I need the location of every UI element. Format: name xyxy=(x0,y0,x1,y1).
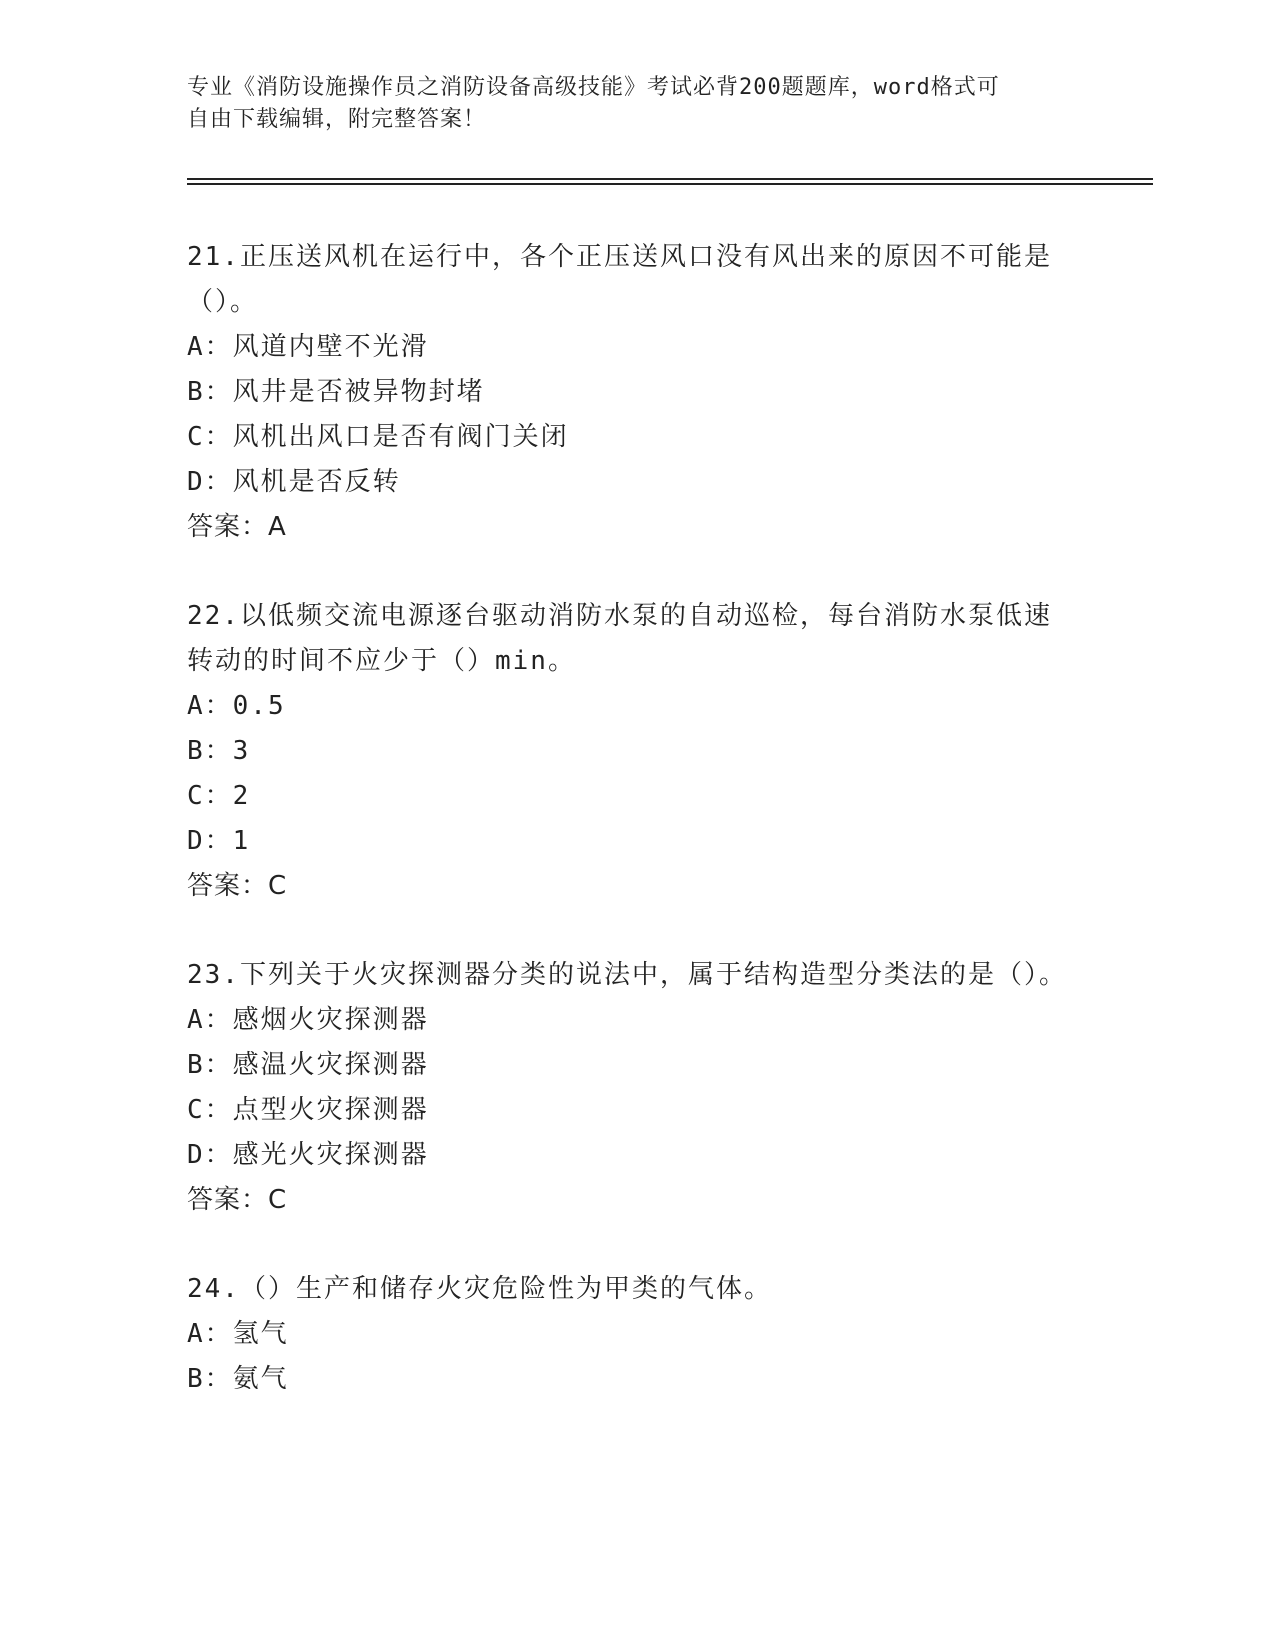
option-a: A：风道内壁不光滑 xyxy=(187,332,429,362)
option-b: B：风井是否被异物封堵 xyxy=(187,377,485,407)
option-d: D：感光火灾探测器 xyxy=(187,1140,429,1170)
option-d: D：风机是否反转 xyxy=(187,467,401,497)
question-24 xyxy=(187,1267,1067,1402)
option-c: C：2 xyxy=(187,781,251,811)
header-title-line-2: 自由下载编辑，附完整答案！ xyxy=(187,107,487,132)
question-22 xyxy=(187,594,1067,909)
header-divider-top xyxy=(187,178,1153,180)
document-header xyxy=(187,72,1067,136)
question-stem: 21.正压送风机在运行中，各个正压送风口没有风出来的原因不可能是（）。 xyxy=(187,242,1052,317)
header-title-line-1: 专业《消防设施操作员之消防设备高级技能》考试必背200题题库，word格式可 xyxy=(187,75,1000,100)
option-a: A：感烟火灾探测器 xyxy=(187,1005,429,1035)
question-list xyxy=(187,235,1067,1446)
answer-line: 答案：C xyxy=(187,871,288,901)
option-c: C：点型火灾探测器 xyxy=(187,1095,429,1125)
option-d: D：1 xyxy=(187,826,251,856)
question-stem: 23.下列关于火灾探测器分类的说法中，属于结构造型分类法的是（）。 xyxy=(187,960,1067,990)
option-a: A：0.5 xyxy=(187,691,286,721)
answer-line: 答案：C xyxy=(187,1185,288,1215)
header-divider-bottom xyxy=(187,183,1153,185)
question-21 xyxy=(187,235,1067,550)
question-stem: 22.以低频交流电源逐台驱动消防水泵的自动巡检，每台消防水泵低速转动的时间不应少于（）min。 xyxy=(187,601,1052,676)
question-23 xyxy=(187,953,1067,1223)
option-b: B：3 xyxy=(187,736,251,766)
option-c: C：风机出风口是否有阀门关闭 xyxy=(187,422,569,452)
option-b: B：感温火灾探测器 xyxy=(187,1050,429,1080)
question-stem: 24.（）生产和储存火灾危险性为甲类的气体。 xyxy=(187,1274,772,1304)
answer-line: 答案：A xyxy=(187,512,287,542)
option-a: A：氢气 xyxy=(187,1319,289,1349)
option-b: B：氨气 xyxy=(187,1364,289,1394)
